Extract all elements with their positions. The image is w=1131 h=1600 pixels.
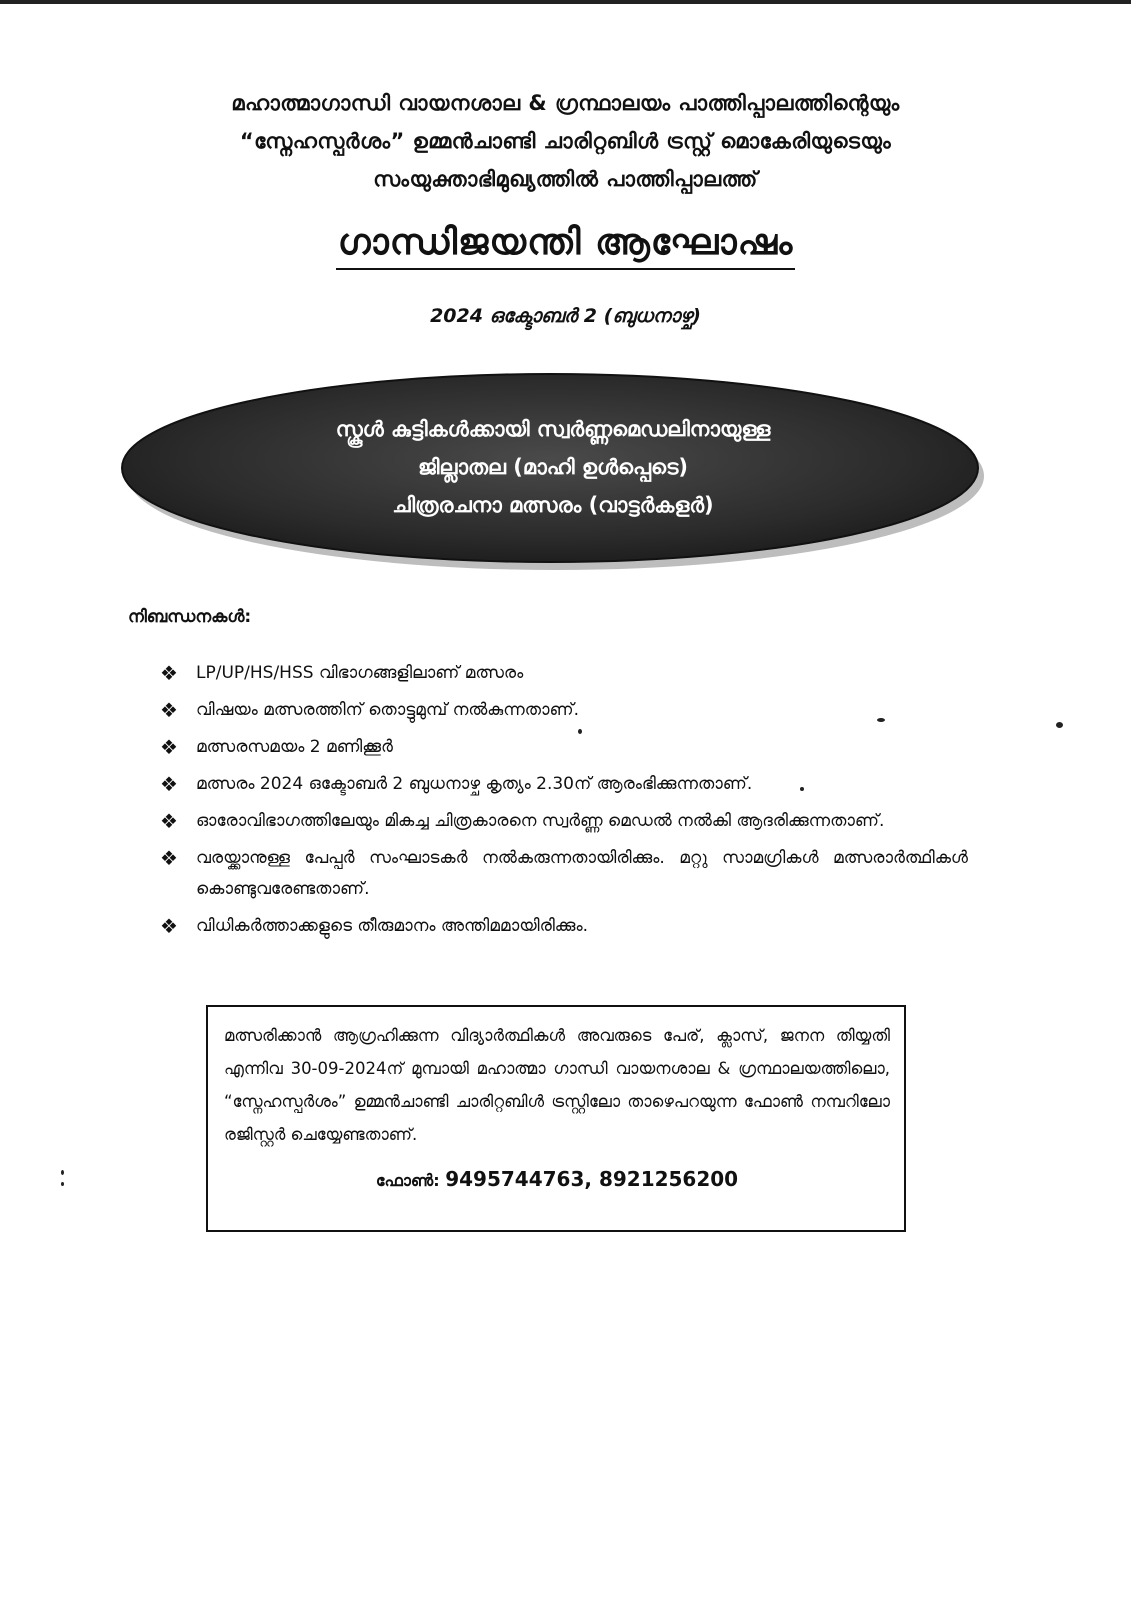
- condition-text: LP/UP/HS/HSS വിഭാഗങ്ങളിലാണ് മത്സരം: [196, 663, 524, 683]
- scan-speck: [1056, 722, 1063, 728]
- diamond-bullet-icon: ❖: [160, 809, 178, 833]
- registration-box: [206, 1005, 906, 1232]
- phone-line: [224, 1167, 890, 1191]
- condition-item: [160, 695, 968, 726]
- diamond-bullet-icon: ❖: [160, 698, 178, 722]
- banner-line-2: ജില്ലാതല (മാഹി ഉൾപ്പെടെ): [418, 455, 688, 479]
- diamond-bullet-icon: ❖: [160, 735, 178, 759]
- header-line-1: മഹാത്മാഗാന്ധി വായനശാല & ഗ്രന്ഥാലയം പാത്തിപ്പാലത്തിന്റെയും: [231, 91, 900, 115]
- condition-text: വിഷയം മത്സരത്തിന് തൊട്ടുമുമ്പ് നൽകുന്നതാണ്.: [196, 700, 580, 720]
- conditions-list: [160, 658, 968, 948]
- diamond-bullet-icon: ❖: [160, 772, 178, 796]
- top-border-line: [0, 0, 1131, 4]
- condition-item: [160, 843, 968, 905]
- conditions-heading: നിബന്ധനകൾ:: [128, 607, 252, 627]
- scan-speck: [61, 1182, 64, 1186]
- registration-text: മത്സരിക്കാൻ ആഗ്രഹിക്കുന്ന വിദ്യാർത്ഥികൾ അവരുടെ പേര്, ക്ലാസ്, ജനന തിയ്യതി എന്നിവ 30-09-2024ന് മുമ്പായി മഹാത്മാ ഗാന്ധി വായനശാല & ഗ്രന്ഥാലയത്തിലൊ, “സ്നേഹസ്പർശം” ഉമ്മൻചാണ്ടി ചാരിറ്റബിൾ ട്രസ്റ്റിലോ താഴെപറയുന്ന ഫോൺ നമ്പറിലോ രജിസ്റ്റർ ചെയ്യേണ്ടതാണ്.: [224, 1026, 890, 1144]
- event-title: [0, 222, 1131, 270]
- condition-item: [160, 769, 968, 800]
- header-line-3: സംയുക്താഭിമുഖ്യത്തിൽ പാത്തിപ്പാലത്ത്: [373, 167, 758, 191]
- condition-text: മത്സരസമയം 2 മണിക്കൂർ: [196, 737, 393, 757]
- scan-speck: [800, 787, 804, 791]
- diamond-bullet-icon: ❖: [160, 914, 178, 938]
- header-line-2: “സ്നേഹസ്പർശം” ഉമ്മൻചാണ്ടി ചാരിറ്റബിൾ ട്രസ്റ്റ് മൊകേരിയുടെയും: [239, 129, 892, 153]
- phone-numbers: 9495744763, 8921256200: [445, 1167, 739, 1191]
- scan-speck: [61, 1170, 64, 1175]
- banner-line-3: ചിത്രരചനാ മത്സരം (വാട്ടർകളർ): [392, 493, 714, 517]
- scan-speck: [877, 718, 885, 722]
- banner-line-1: സ്കൂൾ കുട്ടികൾക്കായി സ്വർണ്ണമെഡലിനായുള്ള: [335, 417, 771, 441]
- organizers-header: [0, 84, 1131, 198]
- condition-item: [160, 911, 968, 942]
- diamond-bullet-icon: ❖: [160, 661, 178, 685]
- condition-item: [160, 806, 968, 837]
- condition-item: [160, 658, 968, 689]
- condition-text: ഓരോവിഭാഗത്തിലേയും മികച്ച ചിത്രകാരനെ സ്വർണ്ണ മെഡൽ നൽകി ആദരിക്കുന്നതാണ്.: [196, 811, 885, 831]
- condition-text: വിധികർത്താക്കളുടെ തീരുമാനം അന്തിമമായിരിക്കും.: [196, 916, 588, 936]
- banner-text: [118, 410, 988, 524]
- condition-item: [160, 732, 968, 763]
- condition-text: വരയ്ക്കാനുള്ള പേപ്പർ സംഘാടകർ നൽകരുന്നതായിരിക്കും. മറ്റു സാമഗ്രികൾ മത്സരാർത്ഥികൾ കൊണ്ടുവരേണ്ടതാണ്.: [196, 848, 968, 899]
- competition-banner: [118, 368, 988, 573]
- diamond-bullet-icon: ❖: [160, 846, 178, 870]
- condition-text: മത്സരം 2024 ഒക്ടോബർ 2 ബുധനാഴ്ച കൃത്യം 2.30ന് ആരംഭിക്കുന്നതാണ്.: [196, 774, 753, 794]
- event-title-text: ഗാന്ധിജയന്തി ആഘോഷം: [336, 222, 795, 270]
- scan-speck: [578, 729, 582, 734]
- event-date: 2024 ഒക്ടോബർ 2 (ബുധനാഴ്ച): [430, 305, 701, 327]
- phone-label: ഫോൺ:: [375, 1171, 440, 1190]
